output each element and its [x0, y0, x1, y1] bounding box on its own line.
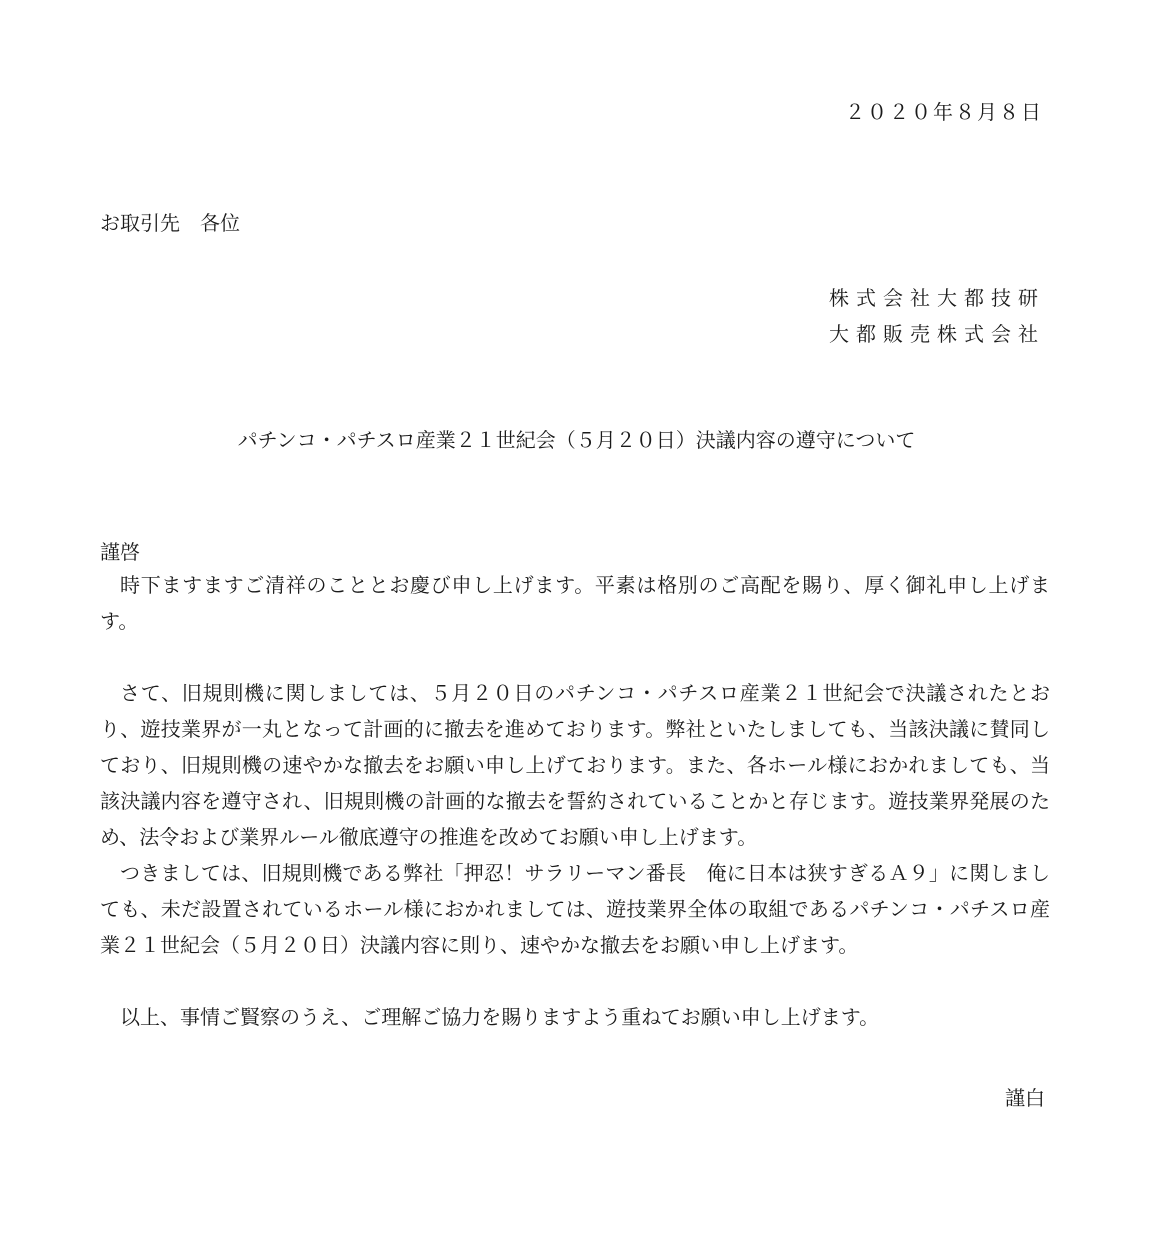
- addressee: お取引先 各位: [100, 211, 240, 235]
- body-paragraph-request: つきましては、旧規則機である弊社「押忍！サラリーマン番長 俺に日本は狭すぎるＡ９」に関しましても、未だ設置されているホール様におかれましては、遊技業界全体の取組であるパチンコ・パチスロ産業２１世紀会（５月２０日）決議内容に則り、速やかな撤去をお願い申し上げます。: [100, 861, 1050, 957]
- letter-body: [100, 567, 1050, 1035]
- letter-subject: パチンコ・パチスロ産業２１世紀会（５月２０日）決議内容の遵守について: [237, 428, 916, 452]
- letter-date: ２０２０年８月８日: [845, 100, 1043, 124]
- body-paragraph-main: さて、旧規則機に関しましては、５月２０日のパチンコ・パチスロ産業２１世紀会で決議されたとおり、遊技業界が一丸となって計画的に撤去を進めております。弊社といたしましても、当該決議に賛同しており、旧規則機の速やかな撤去をお願い申し上げております。また、各ホール様におかれましても、当該決議内容を遵守され、旧規則機の計画的な撤去を誓約されていることかと存じます。遊技業界発展のため、法令および業界ルール徹底遵守の推進を改めてお願い申し上げます。: [100, 681, 1050, 849]
- sender-company-2: 大都販売株式会社: [829, 322, 1045, 346]
- sender-company-1: 株式会社大都技研: [829, 286, 1045, 310]
- sender-block: [829, 280, 1045, 352]
- body-paragraph-conclusion: 以上、事情ご賢察のうえ、ご理解ご協力を賜りますよう重ねてお願い申し上げます。: [120, 1005, 880, 1029]
- closing-salutation: 謹白: [1005, 1086, 1045, 1110]
- opening-salutation: 謹啓: [100, 540, 140, 564]
- body-paragraph-greeting: 時下ますますご清祥のこととお慶び申し上げます。平素は格別のご高配を賜り、厚く御礼申し上げます。: [100, 573, 1050, 633]
